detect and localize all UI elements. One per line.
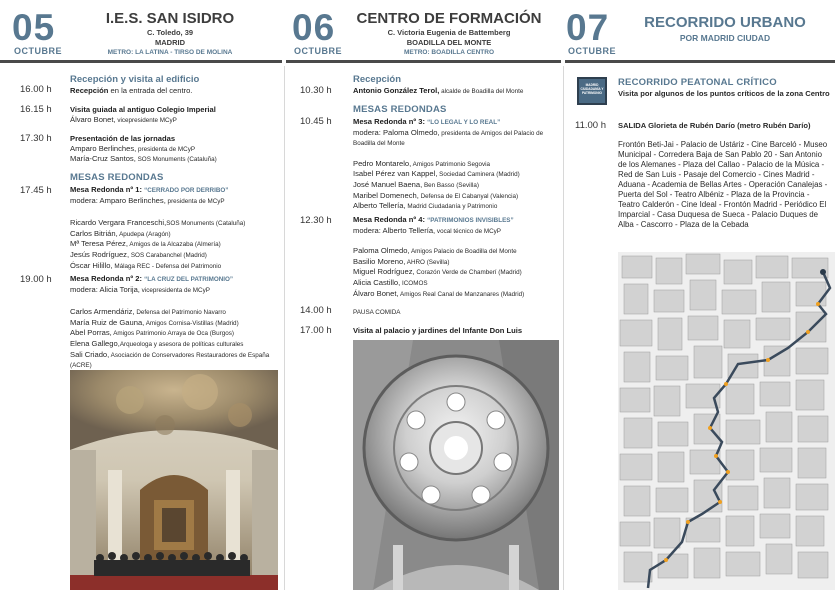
section-title: MESAS REDONDAS — [70, 172, 164, 183]
event-time: 17.45 h — [20, 185, 52, 196]
participant-affiliation: Corazón Verde de Chamberí (Madrid) — [414, 269, 522, 277]
participant-affiliation: Málaga REC - Defensa del Patrimonio — [112, 262, 222, 270]
event-title: Mesa Redonda nº 2: — [70, 274, 145, 283]
round-table-4 — [353, 215, 558, 299]
person-name: Álvaro Bonet, — [70, 114, 116, 124]
event-text: en la entrada del centro. — [108, 86, 193, 95]
day-month: OCTUBRE — [294, 46, 342, 56]
participant — [70, 239, 282, 250]
person-name: Amparo Berlinches, — [70, 143, 137, 153]
participant-affiliation: Apudepa (Aragón) — [117, 230, 171, 238]
moderator-role: presidenta de Amigos del Palacio de Boadilla del Monte — [353, 129, 544, 148]
participant-name: Alicia Castillo, — [353, 277, 401, 287]
round-table-1 — [70, 185, 282, 271]
participant-affiliation: Amigos Real Canal de Manzanares (Madrid) — [398, 290, 525, 298]
participant-affiliation: Amigos Patrimonio Segovia — [411, 160, 491, 168]
participant-affiliation: Defensa de El Cabanyal (Valencia) — [418, 192, 519, 200]
venue-subtitle: POR MADRID CIUDAD — [679, 33, 771, 43]
participant-name: Carlos Armendáriz, — [70, 307, 135, 317]
participant-affiliation: Amigos de la Alcazaba (Almería) — [127, 241, 221, 249]
participant-affiliation: Defensa del Patrimonio Navarro — [134, 309, 226, 317]
venue-block — [92, 10, 248, 58]
venue-title: I.E.S. SAN ISIDRO — [105, 10, 235, 27]
venue-metro: METRO: BOADILLA CENTRO — [403, 49, 495, 56]
participant-name: Pedro Montarelo, — [353, 158, 412, 168]
venue-metro: METRO: LA LATINA - TIRSO DE MOLINA — [107, 49, 233, 56]
event-time: 16.00 h — [20, 84, 52, 95]
participant — [70, 250, 282, 261]
participant-name: Alberto Tellería, — [353, 201, 406, 211]
event-title: Visita guiada al antiguo Colegio Imperial — [70, 105, 216, 114]
event-title: Recepción — [353, 74, 402, 85]
moderator-role: presidenta de MCyP — [165, 197, 225, 205]
moderator-role: vocal técnico de MCyP — [435, 227, 501, 235]
participant — [353, 289, 558, 300]
event-time: 14.00 h — [300, 305, 332, 316]
participant-affiliation: Amigos Palacio de Boadilla del Monte — [409, 248, 517, 256]
participant-name: Álvaro Bonet, — [353, 288, 399, 298]
route-description: Visita por algunos de los puntos críticos de la zona Centro — [618, 89, 830, 98]
participant-name: Mª Teresa Pérez, — [70, 239, 128, 249]
moderator: modera: Paloma Olmedo, — [353, 127, 440, 137]
participant — [353, 278, 558, 289]
participant-name: Sali Criado, — [70, 349, 110, 359]
person-role: alcalde de Boadilla del Monte — [439, 88, 524, 95]
participant — [353, 191, 558, 202]
participant — [353, 267, 558, 278]
participant — [70, 328, 282, 339]
participant-name: José Manuel Baena, — [353, 179, 423, 189]
venue-address: C. Victoria Eugenia de Battemberg — [387, 28, 511, 37]
event-time: 12.30 h — [300, 215, 332, 226]
participant-affiliation: Arqueologa y asesora de políticas culturales — [119, 340, 244, 348]
participant — [70, 307, 282, 318]
participant-list — [353, 246, 558, 299]
participant-name: Abel Porras, — [70, 328, 112, 338]
participant-affiliation: AHRO (Sevilla) — [405, 258, 450, 266]
participant — [70, 350, 282, 371]
day-month: OCTUBRE — [568, 46, 616, 56]
event-title: Visita al palacio y jardines del Infante Don Luis — [353, 326, 523, 335]
person-name: Antonio González Terol, — [353, 86, 440, 95]
participant-affiliation: SOS Carabanchel (Madrid) — [129, 251, 207, 259]
event-title: Presentación de las jornadas — [70, 134, 176, 143]
participant-name: Maribel Domenech, — [353, 190, 419, 200]
participant-affiliation: Sociedad Caminera (Madrid) — [437, 171, 520, 179]
participant-name: Óscar Hilillo, — [70, 260, 113, 270]
participant-list — [353, 159, 558, 212]
church-interior-illustration — [70, 370, 278, 590]
header-divider — [0, 60, 282, 63]
participant-name: Basilio Moreno, — [353, 256, 406, 266]
moderator: modera: Amparo Berlinches, — [70, 195, 166, 205]
participant-name: Paloma Olmedo, — [353, 246, 410, 256]
route-title: RECORRIDO PEATONAL CRÍTICO — [618, 77, 777, 88]
participant-affiliation: Madrid Ciudadanía y Patrimonio — [405, 203, 498, 211]
moderator-role: vicepresidenta de MCyP — [139, 286, 210, 294]
event-quote: “CERRADO POR DERRIBO” — [144, 187, 229, 194]
participant — [353, 246, 558, 257]
participant — [70, 318, 282, 329]
day-number: 05 — [12, 7, 56, 48]
round-table-2 — [70, 274, 282, 371]
participant — [70, 229, 282, 240]
mcyp-logo — [577, 77, 607, 105]
event-title: Recepción y visita al edificio — [70, 74, 200, 85]
participant-affiliation: ICOMOS — [400, 279, 428, 287]
participant — [353, 169, 558, 180]
venue-block — [352, 10, 546, 58]
event-quote: “LO LEGAL Y LO REAL” — [427, 119, 501, 126]
event-time: 10.45 h — [300, 116, 332, 127]
day-number: 07 — [566, 7, 610, 48]
participant-name: Ricardo Vergara Franceschi, — [70, 218, 167, 228]
header-divider — [565, 60, 835, 63]
event-title: Mesa Redonda nº 4: — [353, 215, 428, 224]
logo-text: MADRID CIUDADANÍA Y PATRIMONIO — [580, 83, 604, 96]
event-text: PAUSA COMIDA — [353, 309, 401, 316]
person-role: SOS Monuments (Cataluña) — [135, 156, 217, 164]
participant-name: Miguel Rodríguez, — [353, 267, 415, 277]
participant — [70, 339, 282, 350]
participant-name: Isabel Pérez van Kappel, — [353, 169, 438, 179]
column-divider — [284, 66, 285, 590]
event-presentation — [70, 134, 280, 165]
venue-address: C. Toledo, 39 — [146, 28, 194, 37]
event-quote: “PATRIMONIOS INVISIBLES” — [427, 217, 514, 224]
route-start: SALIDA Glorieta de Rubén Darío (metro Rubén Darío) — [618, 121, 811, 130]
church-interior-photo — [70, 370, 278, 590]
participant — [353, 180, 558, 191]
dome-illustration — [353, 340, 559, 590]
round-table-3 — [353, 117, 558, 212]
participant-list — [70, 218, 282, 271]
participant-affiliation: Asociación de Conservadores Restauradores de España (ACRE) — [70, 351, 270, 370]
participant — [353, 201, 558, 212]
palace-visit — [353, 326, 522, 336]
participant-name: María Ruiz de Gauna, — [70, 317, 145, 327]
venue-city: BOADILLA DEL MONTE — [406, 38, 492, 47]
moderator: modera: Alicia Torija, — [70, 284, 140, 294]
participant-affiliation: Ben Basso (Sevilla) — [422, 181, 479, 189]
route-map-illustration — [618, 252, 835, 590]
participant-affiliation: SOS Monuments (Cataluña) — [166, 220, 246, 228]
header-divider — [286, 60, 561, 63]
participant-name: Jesús Rodríguez, — [70, 249, 130, 259]
person-name: María-Cruz Santos, — [70, 154, 136, 164]
event-bold: Recepción — [70, 86, 109, 95]
column-divider — [563, 66, 564, 590]
event-time: 19.00 h — [20, 274, 52, 285]
event-time: 11.00 h — [575, 120, 606, 131]
participant-affiliation: Amigos Cornisa-Vistillas (Madrid) — [144, 319, 239, 327]
participant-name: Elena Gallego, — [70, 338, 120, 348]
person-role: vicepresidente MCyP — [115, 116, 177, 124]
event-time: 17.30 h — [20, 133, 52, 144]
person-role: presidenta de MCyP — [136, 145, 196, 153]
participant — [70, 218, 282, 229]
event-reception — [70, 74, 280, 96]
day-month: OCTUBRE — [14, 46, 62, 56]
participant — [70, 261, 282, 272]
event-guided-visit — [70, 105, 280, 125]
event-time: 16.15 h — [20, 104, 52, 115]
event-quote: “LA CRUZ DEL PATRIMONIO” — [144, 276, 234, 283]
day-number: 06 — [292, 7, 336, 48]
event-time: 10.30 h — [300, 85, 332, 96]
moderator: modera: Alberto Tellería, — [353, 225, 436, 235]
venue-block — [630, 14, 820, 44]
participant — [353, 257, 558, 268]
venue-title: CENTRO DE FORMACIÓN — [356, 10, 542, 27]
route-stops: Frontón Beti-Jai - Palacio de Ustáriz - Cine Barceló - Museo Municipal - Corredera Baja de San Pablo 20 - San Antonio de los Alemanes - Plaza del Callao - Palacio de la Música - Red de San Luis - Pasaje del Comercio - Cines Madrid - Aduana - Academia de Bellas Artes - Operación Canalejas - Puerta del Sol - Teatro Albéniz - Plaza de la Provincia - Teatro Calderón - Cine Ideal - Frontón Madrid - Periódico El Imparcial - Casa Duquesa de Sueca - Palacio Duques de Alba - Cascorro - Plaza de la Cebada — [618, 140, 828, 229]
participant-name: Carlos Bitrián, — [70, 228, 118, 238]
event-title: Mesa Redonda nº 3: — [353, 117, 428, 126]
route-map — [618, 252, 835, 590]
participant-affiliation: Amigos Patrimonio Arraya de Oca (Burgos) — [111, 330, 234, 338]
venue-title: RECORRIDO URBANO — [644, 14, 806, 31]
event-reception — [353, 74, 558, 97]
section-title: MESAS REDONDAS — [353, 104, 447, 115]
event-title: Mesa Redonda nº 1: — [70, 185, 145, 194]
venue-city: MADRID — [155, 38, 185, 47]
event-time: 17.00 h — [300, 325, 332, 336]
participant — [353, 159, 558, 170]
dome-photo — [353, 340, 559, 590]
lunch-break — [353, 307, 400, 318]
participant-list — [70, 307, 282, 371]
